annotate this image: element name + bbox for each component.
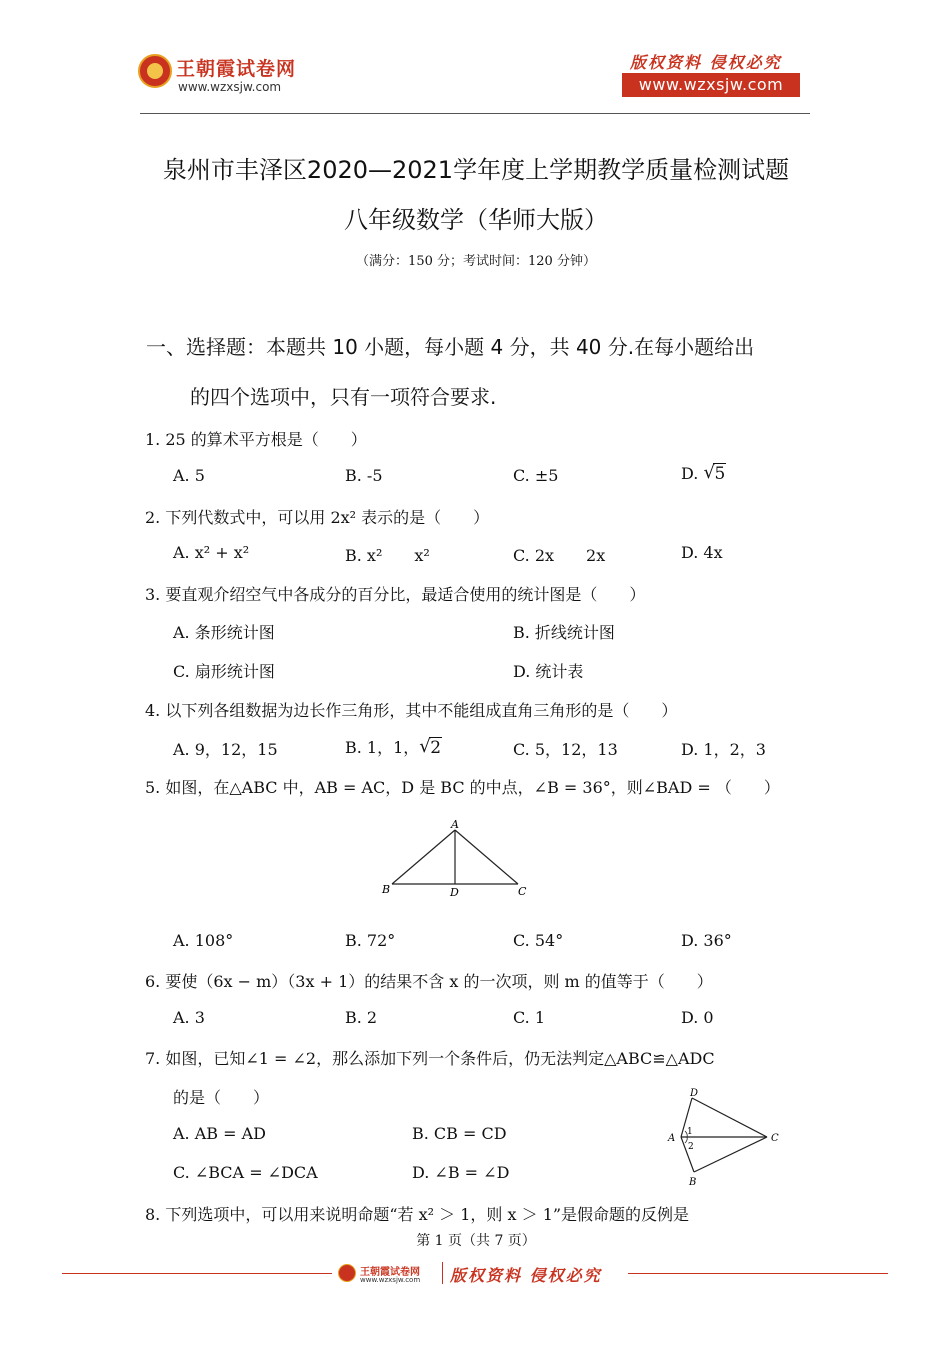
q7-angle-2: 2 xyxy=(688,1142,694,1152)
footer-brand-url[interactable]: www.wzxsjw.com xyxy=(360,1276,421,1284)
q6-option-b: B. 2 xyxy=(345,1008,378,1027)
q1-option-d-radicand: 5 xyxy=(714,464,726,484)
q5-label-a: A xyxy=(451,818,459,831)
q2-option-b: B. x² x² xyxy=(345,546,430,565)
q5-stem: 5. 如图，在△ABC 中，AB = AC，D 是 BC 的中点，∠B = 36°，则∠BAD = （ ） xyxy=(145,778,780,797)
q6-option-c: C. 1 xyxy=(513,1008,546,1027)
footer-rights-text: 版权资料 侵权必究 xyxy=(450,1266,602,1285)
q3-option-b: B. 折线统计图 xyxy=(513,623,615,642)
q4-option-c: C. 5，12，13 xyxy=(513,740,618,759)
q1-option-a: A. 5 xyxy=(173,466,205,485)
q7-option-a: A. AB = AD xyxy=(173,1124,266,1143)
q7-angle-1: 1 xyxy=(687,1127,693,1137)
sqrt-symbol: √ 2 xyxy=(419,736,442,758)
q7-option-b: B. CB = CD xyxy=(412,1124,507,1143)
q1-option-d xyxy=(681,464,726,484)
q4-option-b xyxy=(345,735,442,758)
q1-stem: 1. 25 的算术平方根是（ ） xyxy=(145,430,367,449)
exam-title: 泉州市丰泽区2020—2021学年度上学期教学质量检测试题 xyxy=(162,156,790,184)
quadrilateral-figure-q7 xyxy=(664,1084,790,1188)
q3-option-c: C. 扇形统计图 xyxy=(173,662,275,681)
q7-stem: 7. 如图，已知∠1 = ∠2，那么添加下列一个条件后，仍无法判定△ABC≌△ADC xyxy=(145,1049,715,1068)
q1-option-c: C. ±5 xyxy=(513,466,559,485)
footer-brand-logo xyxy=(338,1264,356,1282)
q7-label-c: C xyxy=(771,1133,779,1144)
q5-label-c: C xyxy=(518,885,527,898)
sqrt-symbol: √ 5 xyxy=(703,462,726,484)
q6-stem: 6. 要使（6x − m）（3x + 1）的结果不含 x 的一次项，则 m 的值等于（ ） xyxy=(145,972,713,991)
section-heading-line2: 的四个选项中，只有一项符合要求. xyxy=(190,385,497,409)
q5-label-d: D xyxy=(450,886,459,899)
q7-label-b: B xyxy=(689,1177,697,1188)
q4-option-a: A. 9，12，15 xyxy=(173,740,278,759)
header-divider xyxy=(140,113,810,114)
footer-line-right xyxy=(628,1273,888,1274)
page-number: 第 1 页（共 7 页） xyxy=(416,1233,536,1249)
q4-option-b-radicand: 2 xyxy=(430,738,442,758)
q4-option-b-prefix: B. 1，1， xyxy=(345,738,420,757)
section-heading-line1: 一、选择题：本题共 10 小题，每小题 4 分，共 40 分.在每小题给出 xyxy=(146,335,755,359)
footer-line-left xyxy=(62,1273,332,1274)
brand-name: 王朝霞试卷网 xyxy=(176,58,297,80)
rights-text: 版权资料 侵权必究 xyxy=(630,53,782,72)
brand-url[interactable]: www.wzxsjw.com xyxy=(178,80,282,94)
q2-option-c: C. 2x 2x xyxy=(513,546,606,565)
q3-option-d: D. 统计表 xyxy=(513,662,584,681)
rights-url[interactable]: www.wzxsjw.com xyxy=(622,73,800,97)
q6-option-d: D. 0 xyxy=(681,1008,714,1027)
footer-separator xyxy=(442,1262,443,1284)
q5-option-c: C. 54° xyxy=(513,931,564,950)
q7-option-c: C. ∠BCA = ∠DCA xyxy=(173,1163,318,1182)
q2-option-d: D. 4x xyxy=(681,543,723,562)
q1-option-d-prefix: D. xyxy=(681,464,699,483)
footer-brand-name: 王朝霞试卷网 xyxy=(360,1267,420,1278)
exam-subtitle: 八年级数学（华师大版） xyxy=(344,206,608,234)
q3-stem: 3. 要直观介绍空气中各成分的百分比，最适合使用的统计图是（ ） xyxy=(145,585,646,604)
q7-stem-cont: 的是（ ） xyxy=(173,1088,270,1107)
q6-option-a: A. 3 xyxy=(173,1008,205,1027)
q5-option-d: D. 36° xyxy=(681,931,732,950)
brand-logo xyxy=(138,54,172,88)
q5-option-b: B. 72° xyxy=(345,931,396,950)
q7-label-a: A xyxy=(668,1133,676,1144)
q4-option-d: D. 1，2，3 xyxy=(681,740,766,759)
triangle-figure-q5 xyxy=(378,818,528,902)
q7-label-d: D xyxy=(690,1088,699,1099)
q2-option-a: A. x² + x² xyxy=(173,543,250,562)
q4-stem: 4. 以下列各组数据为边长作三角形，其中不能组成直角三角形的是（ ） xyxy=(145,701,678,720)
exam-info: （满分：150 分；考试时间：120 分钟） xyxy=(356,254,596,269)
q8-stem: 8. 下列选项中，可以用来说明命题“若 x² ＞ 1，则 x ＞ 1”是假命题的反例是 xyxy=(145,1205,690,1224)
q5-label-b: B xyxy=(382,883,391,896)
q5-option-a: A. 108° xyxy=(173,931,234,950)
q7-option-d: D. ∠B = ∠D xyxy=(412,1163,510,1182)
q3-option-a: A. 条形统计图 xyxy=(173,623,275,642)
q1-option-b: B. -5 xyxy=(345,466,383,485)
q2-stem: 2. 下列代数式中，可以用 2x² 表示的是（ ） xyxy=(145,508,490,527)
